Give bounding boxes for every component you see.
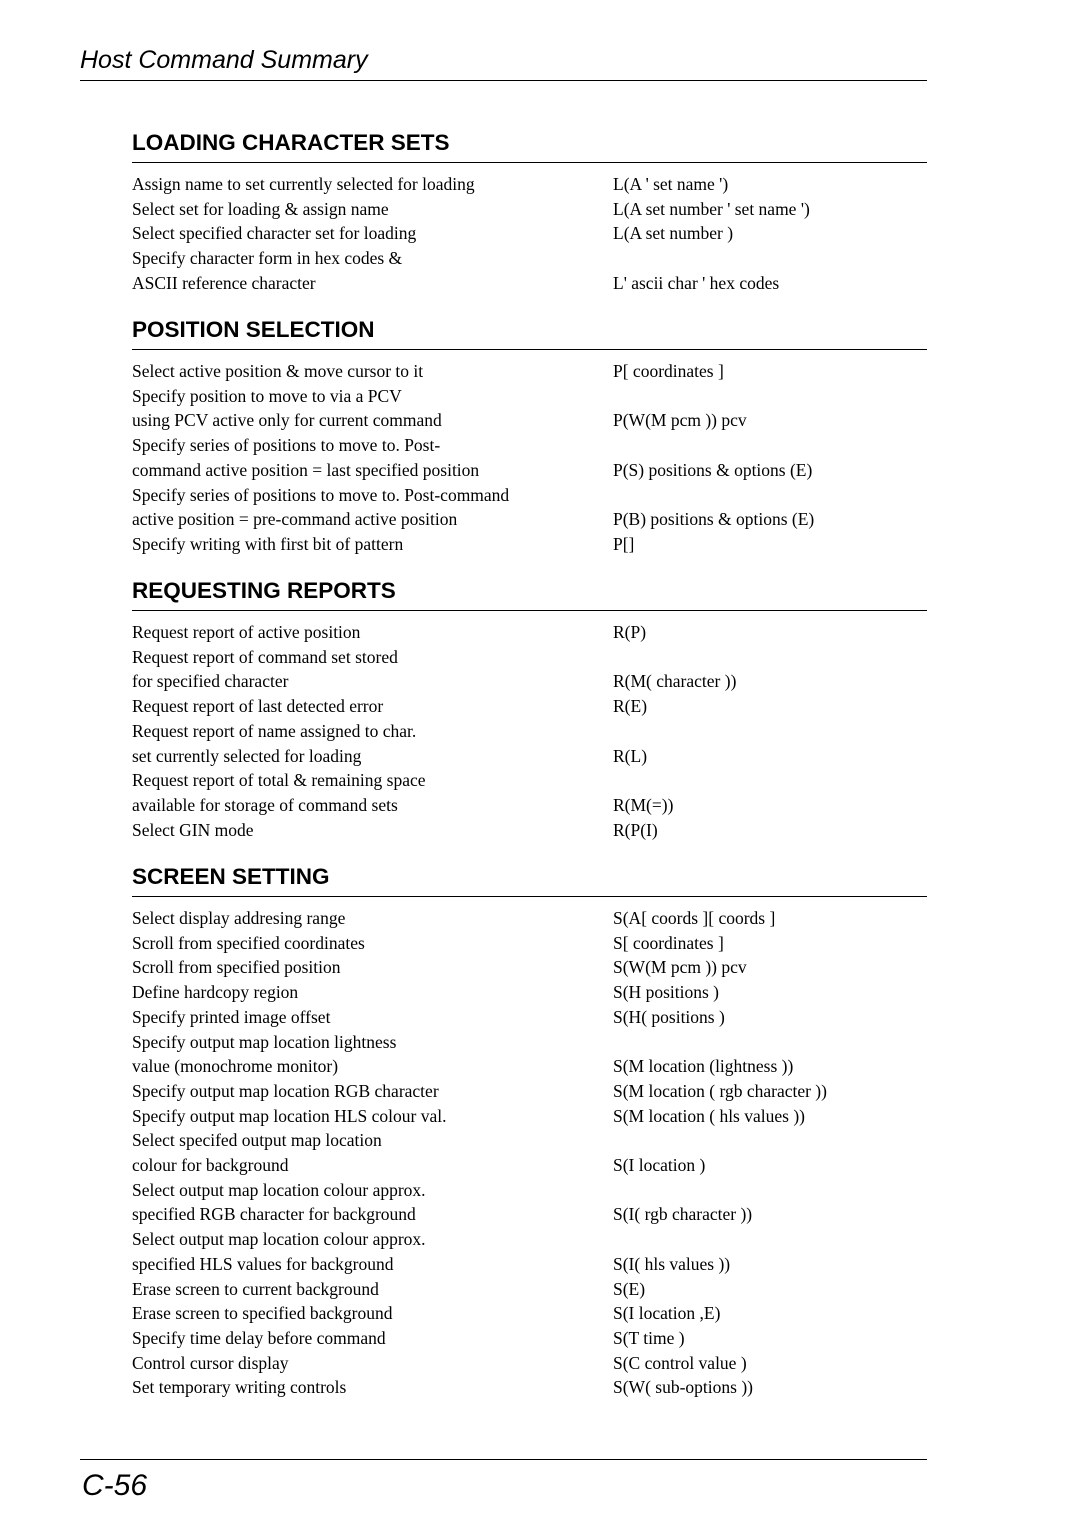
description-line: Control cursor display [132,1352,289,1373]
command-row [132,1326,927,1351]
description-line: Specify output map location RGB character [132,1080,439,1101]
section-title: LOADING CHARACTER SETS [132,129,927,163]
command-list [132,620,927,842]
command-description [132,906,602,931]
command-syntax: S(W( sub-options )) [613,1377,753,1398]
command-description [132,620,602,645]
command-syntax: R(M( character )) [613,671,737,692]
command-row [132,1178,927,1227]
command-syntax: P(W(M pcm )) pcv [613,410,747,431]
description-line: Specify character form in hex codes & [132,248,403,269]
command-row [132,1301,927,1326]
description-line: colour for background [132,1155,289,1176]
description-line: Select active position & move cursor to it [132,361,424,381]
command-syntax: S(C control value ) [613,1352,747,1373]
description-line: Specify printed image offset [132,1006,331,1027]
command-description [132,532,602,557]
command-row [132,483,927,532]
command-description [132,1128,602,1177]
command-syntax: R(P) [613,622,647,642]
description-line: using PCV active only for current command [132,410,442,431]
section-screen-setting [132,863,927,1400]
command-row [132,620,927,645]
description-line: for specified character [132,671,289,692]
command-description [132,818,602,843]
description-line: Select GIN mode [132,819,254,840]
description-line: value (monochrome monitor) [132,1056,339,1077]
command-row [132,1030,927,1079]
description-line: Specify time delay before command [132,1327,386,1348]
footer-rule [80,1459,927,1460]
command-syntax: S(H positions ) [613,982,719,1003]
command-row [132,384,927,433]
command-description [132,1104,602,1129]
command-description [132,719,602,768]
description-line: Specify writing with first bit of pattern [132,533,404,554]
section-requesting-reports [132,577,927,842]
command-row [132,694,927,719]
command-description [132,359,602,384]
section-title: SCREEN SETTING [132,863,927,897]
section-title: POSITION SELECTION [132,316,927,350]
description-line: Specify series of positions to move to. Post-command [132,484,510,505]
command-syntax: S(I( hls values )) [613,1253,731,1274]
command-row [132,197,927,222]
command-row [132,1104,927,1129]
running-head-title: Host Command Summary [80,46,368,74]
command-row [132,719,927,768]
command-description [132,1375,602,1400]
command-syntax: S(M location ( rgb character )) [613,1080,827,1101]
command-syntax: R(P(I) [613,819,658,840]
section-position-selection [132,316,927,557]
command-list [132,906,927,1400]
description-line: Select specifed output map location [132,1130,382,1151]
command-row [132,359,927,384]
description-line: Select set for loading & assign name [132,198,389,219]
command-description [132,1326,602,1351]
command-description [132,1301,602,1326]
command-syntax: S(M location (lightness )) [613,1056,794,1077]
description-line: Request report of last detected error [132,696,384,717]
command-description [132,1351,602,1376]
command-row [132,172,927,197]
description-line: Assign name to set currently selected for loading [132,174,475,194]
command-syntax: L' ascii char ' hex codes [613,272,780,293]
description-line: Erase screen to specified background [132,1303,393,1324]
command-row [132,1079,927,1104]
command-row [132,1351,927,1376]
description-line: active position = pre-command active position [132,509,458,530]
command-syntax: P[] [613,533,635,554]
page-number: C-56 [82,1469,148,1502]
command-syntax: S(W(M pcm )) pcv [613,957,747,978]
command-syntax: S(I location ,E) [613,1303,721,1324]
command-syntax: P(S) positions & options (E) [613,459,813,480]
command-row [132,1375,927,1400]
description-line: set currently selected for loading [132,745,362,766]
command-description [132,1005,602,1030]
command-row [132,645,927,694]
command-syntax: S(E) [613,1278,646,1299]
command-syntax: L(A set number ) [613,223,734,244]
description-line: Select specified character set for loading [132,223,417,244]
command-row [132,246,927,295]
command-description [132,931,602,956]
command-list [132,172,927,296]
command-syntax: R(L) [613,745,648,766]
command-description [132,1030,602,1079]
command-list [132,359,927,557]
description-line: Request report of name assigned to char. [132,720,417,741]
command-syntax: S(M location ( hls values )) [613,1105,805,1126]
command-row [132,1005,927,1030]
command-row [132,768,927,817]
command-description [132,768,602,817]
description-line: Select display addresing range [132,908,346,928]
command-row [132,1128,927,1177]
description-line: Request report of active position [132,622,361,642]
command-row [132,221,927,246]
description-line: Scroll from specified position [132,957,341,978]
section-loading-character-sets [132,129,927,296]
command-row [132,931,927,956]
command-description [132,980,602,1005]
command-row [132,532,927,557]
command-row [132,1227,927,1276]
command-description [132,645,602,694]
command-syntax: P[ coordinates ] [613,361,724,381]
command-syntax: R(E) [613,696,648,717]
header-rule [80,80,927,81]
command-syntax: S(I location ) [613,1155,706,1176]
command-syntax: R(M(=)) [613,794,674,815]
command-syntax: S(I( rgb character )) [613,1204,753,1225]
command-syntax: P(B) positions & options (E) [613,509,815,530]
command-syntax: S(H( positions ) [613,1006,725,1027]
command-row [132,906,927,931]
description-line: Select output map location colour approx. [132,1229,426,1250]
command-description [132,1277,602,1302]
description-line: Set temporary writing controls [132,1377,347,1398]
description-line: Specify position to move to via a PCV [132,385,402,406]
command-syntax: L(A set number ' set name ') [613,198,810,219]
description-line: specified HLS values for background [132,1253,394,1274]
command-description [132,1079,602,1104]
section-title: REQUESTING REPORTS [132,577,927,611]
description-line: Define hardcopy region [132,982,299,1003]
command-syntax: S(T time ) [613,1327,685,1348]
description-line: Specify output map location lightness [132,1031,397,1052]
command-description [132,483,602,532]
command-row [132,1277,927,1302]
command-description [132,955,602,980]
command-description [132,172,602,197]
command-description [132,1227,602,1276]
description-line: ASCII reference character [132,272,316,293]
description-line: specified RGB character for background [132,1204,416,1225]
command-description [132,694,602,719]
command-row [132,818,927,843]
description-line: Erase screen to current background [132,1278,379,1299]
command-row [132,980,927,1005]
description-line: available for storage of command sets [132,794,398,815]
command-description [132,384,602,433]
description-line: command active position = last specified position [132,459,480,480]
command-description [132,221,602,246]
command-description [132,433,602,482]
command-syntax: L(A ' set name ') [613,174,729,194]
description-line: Request report of total & remaining space [132,770,426,791]
command-row [132,433,927,482]
command-syntax: S(A[ coords ][ coords ] [613,908,776,928]
description-line: Scroll from specified coordinates [132,932,365,953]
command-description [132,246,602,295]
command-row [132,955,927,980]
command-description [132,1178,602,1227]
description-line: Specify series of positions to move to. Post- [132,435,441,456]
description-line: Specify output map location HLS colour val. [132,1105,447,1126]
description-line: Select output map location colour approx. [132,1179,426,1200]
command-syntax: S[ coordinates ] [613,932,724,953]
description-line: Request report of command set stored [132,646,398,667]
command-description [132,197,602,222]
